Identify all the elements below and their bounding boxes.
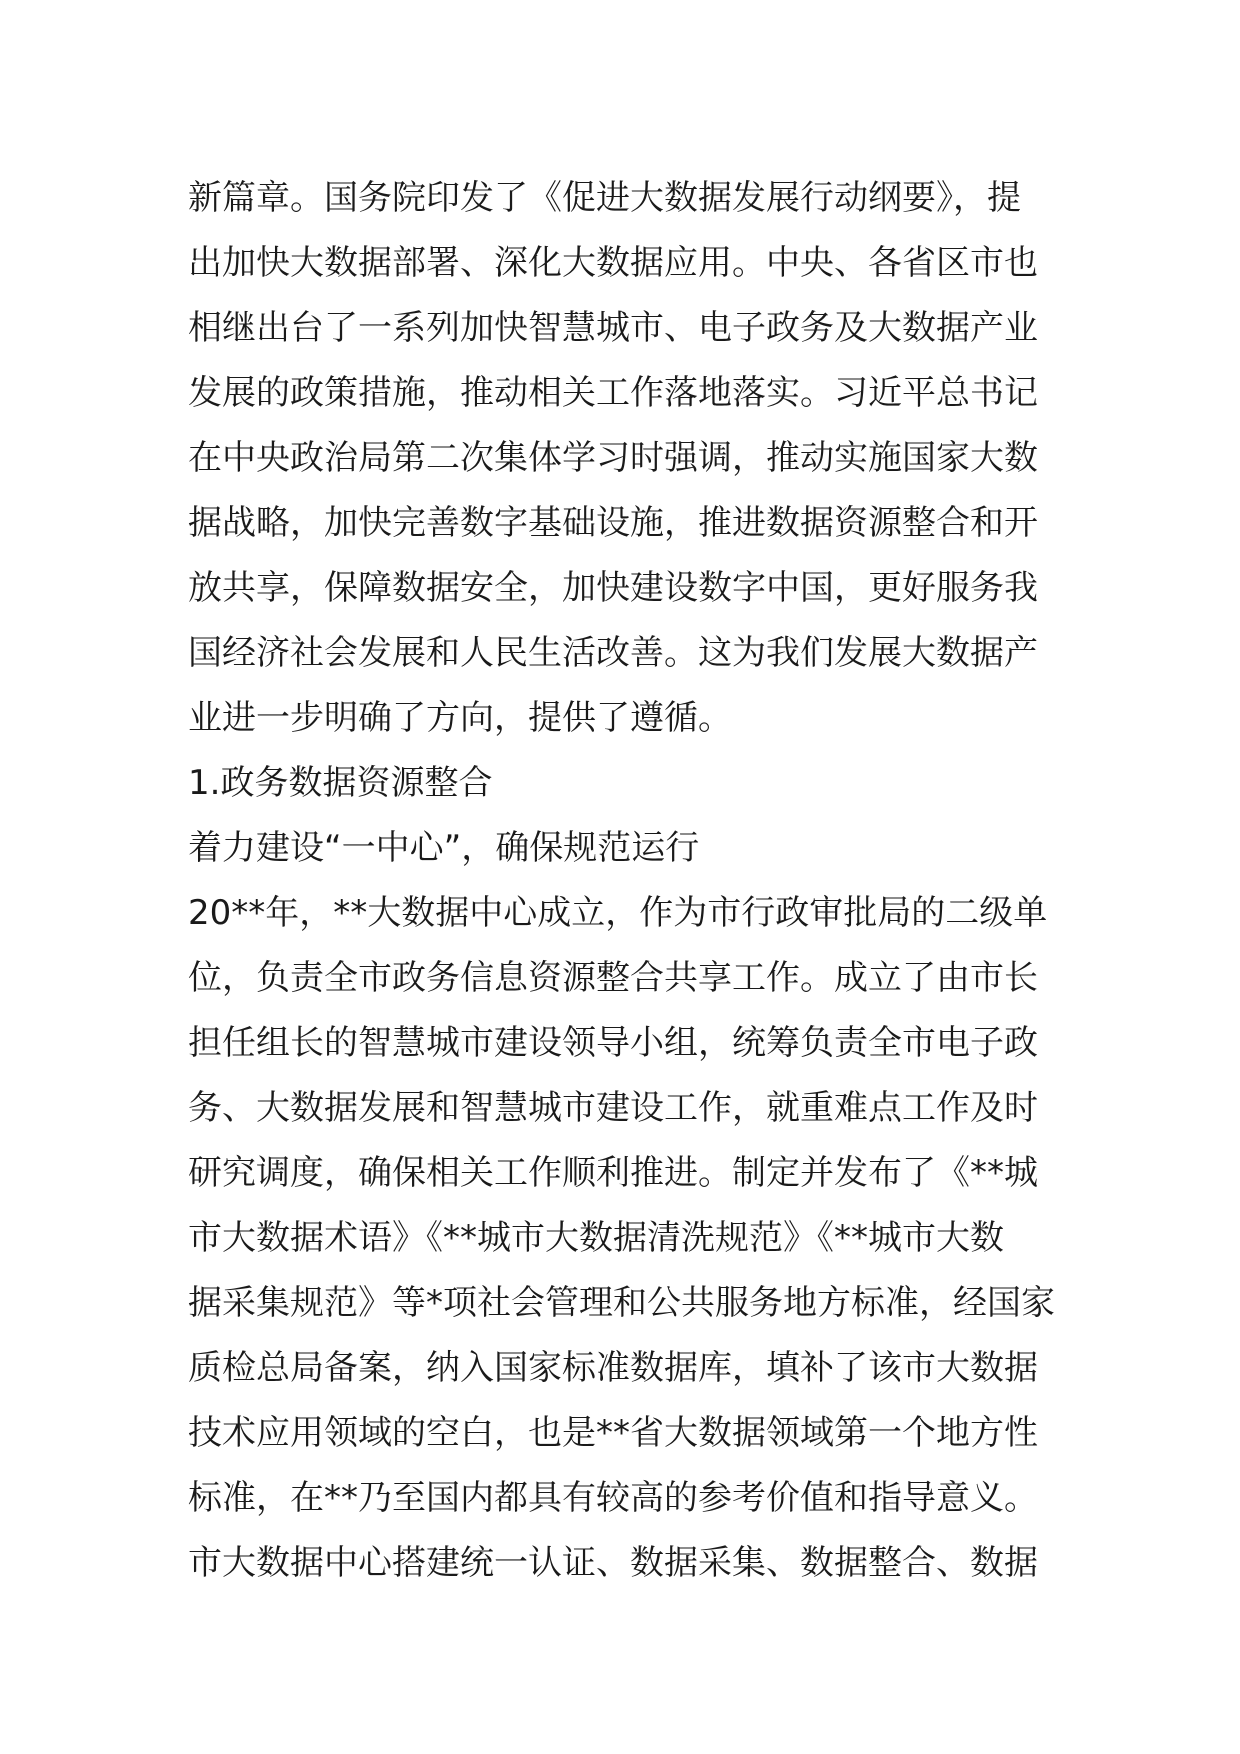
- text-line: 标准，在**乃至国内都具有较高的参考价值和指导意义。: [188, 1478, 1038, 1518]
- text-line: 市大数据中心搭建统一认证、数据采集、数据整合、数据: [188, 1543, 1038, 1583]
- text-line: 据战略，加快完善数字基础设施，推进数据资源整合和开: [188, 503, 1038, 543]
- text-line: 发展的政策措施，推动相关工作落地落实。习近平总书记: [188, 373, 1038, 413]
- text-line: 放共享，保障数据安全，加快建设数字中国，更好服务我: [188, 568, 1038, 608]
- text-line: 20**年，**大数据中心成立，作为市行政审批局的二级单: [188, 893, 1048, 933]
- section-heading: 1.政务数据资源整合: [188, 763, 493, 803]
- text-line: 研究调度，确保相关工作顺利推进。制定并发布了《**城: [188, 1153, 1038, 1193]
- text-line: 新篇章。国务院印发了《促进大数据发展行动纲要》，提: [188, 178, 1021, 218]
- body-text: [188, 166, 1068, 1596]
- text-line: 质检总局备案，纳入国家标准数据库，填补了该市大数据: [188, 1348, 1038, 1388]
- text-line: 在中央政治局第二次集体学习时强调，推动实施国家大数: [188, 438, 1038, 478]
- text-line: 担任组长的智慧城市建设领导小组，统筹负责全市电子政: [188, 1023, 1038, 1063]
- text-line: 位，负责全市政务信息资源整合共享工作。成立了由市长: [188, 958, 1038, 998]
- text-line: 据采集规范》等*项社会管理和公共服务地方标准，经国家: [188, 1283, 1055, 1323]
- text-line: 务、大数据发展和智慧城市建设工作，就重难点工作及时: [188, 1088, 1038, 1128]
- text-line: 技术应用领域的空白，也是**省大数据领域第一个地方性: [188, 1413, 1038, 1453]
- text-line: 国经济社会发展和人民生活改善。这为我们发展大数据产: [188, 633, 1038, 673]
- text-line: 业进一步明确了方向，提供了遵循。: [188, 698, 732, 738]
- text-line: 市大数据术语》《**城市大数据清洗规范》《**城市大数: [188, 1218, 1004, 1258]
- text-line: 出加快大数据部署、深化大数据应用。中央、各省区市也: [188, 243, 1038, 283]
- text-line: 相继出台了一系列加快智慧城市、电子政务及大数据产业: [188, 308, 1038, 348]
- subsection-heading: 着力建设“一中心”，确保规范运行: [188, 828, 700, 868]
